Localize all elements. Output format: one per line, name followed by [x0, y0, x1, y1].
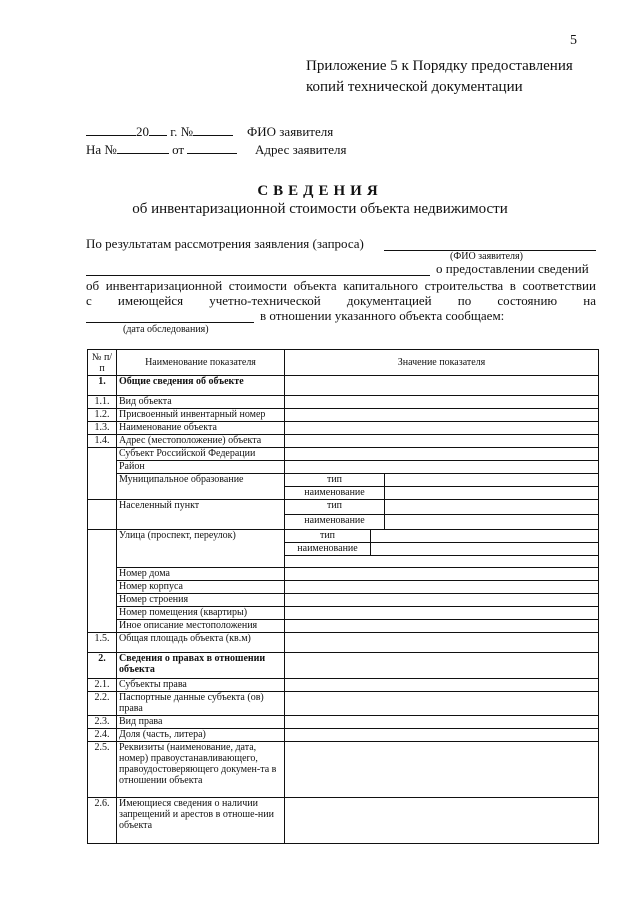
line4-word: состоянию	[497, 293, 558, 308]
table-row	[88, 633, 599, 653]
row-label: Вид объекта	[117, 396, 285, 409]
row-num: 1.2.	[88, 409, 117, 422]
row-value	[285, 620, 599, 633]
table-row	[88, 568, 599, 581]
ot-blank	[187, 142, 237, 154]
inspection-date-caption: (дата обследования)	[123, 324, 209, 335]
body-line-4	[86, 293, 596, 309]
sub-label: наименование	[285, 543, 371, 556]
reference-line	[86, 142, 237, 158]
row-num: 2.2.	[88, 692, 117, 716]
table-row	[88, 396, 599, 409]
line3-word: капитального	[343, 278, 418, 293]
body-line-5-tail: в отношении указанного объекта сообщаем:	[260, 308, 505, 323]
row-label: Доля (часть, литера)	[117, 729, 285, 742]
row-num: 1.4.	[88, 435, 117, 448]
row-value	[385, 487, 599, 500]
day-blank	[86, 124, 136, 136]
row-num: 1.	[88, 376, 117, 396]
row-value	[285, 581, 599, 594]
row-num: 2.5.	[88, 742, 117, 798]
row-value	[285, 396, 599, 409]
line3-word: об	[86, 278, 100, 293]
row-label: Общая площадь объекта (кв.м)	[117, 633, 285, 653]
row-label: Сведения о правах в отношении объекта	[117, 653, 285, 679]
table-row	[88, 530, 599, 543]
row-num-empty	[88, 530, 117, 633]
table-row	[88, 500, 599, 515]
row-value	[285, 435, 599, 448]
applicant-name-label: ФИО заявителя	[247, 124, 334, 139]
row-value	[285, 461, 599, 474]
request-underline	[86, 275, 430, 276]
row-label: Иное описание местоположения	[117, 620, 285, 633]
row-value	[285, 448, 599, 461]
sub-label: тип	[285, 500, 385, 515]
row-label: Реквизиты (наименование, дата, номер) правоустанавливающего, правоудостоверяющего докумен-та в отношении объекта	[117, 742, 285, 798]
year-prefix: 20	[136, 124, 149, 139]
table-row	[88, 474, 599, 487]
document-subtitle: об инвентаризационной стоимости объекта недвижимости	[132, 201, 508, 217]
row-value	[371, 530, 599, 543]
table-row	[88, 422, 599, 435]
row-num: 2.4.	[88, 729, 117, 742]
row-label: Район	[117, 461, 285, 474]
page-number: 5	[570, 33, 577, 48]
row-value	[285, 633, 599, 653]
appendix-line-1: Приложение 5 к Порядку предоставления	[306, 58, 573, 74]
row-label: Вид права	[117, 716, 285, 729]
header-value: Значение показателя	[285, 350, 599, 376]
appendix-header	[306, 56, 573, 98]
info-table	[87, 349, 599, 844]
line4-word: с	[86, 293, 92, 308]
row-num: 2.6.	[88, 798, 117, 844]
table-header-row	[88, 350, 599, 376]
line3-word: инвентаризационной	[105, 278, 223, 293]
row-label: Субъект Российской Федерации	[117, 448, 285, 461]
row-value	[285, 409, 599, 422]
table-row	[88, 581, 599, 594]
row-num: 1.5.	[88, 633, 117, 653]
year-blank	[149, 124, 167, 136]
row-num-empty	[88, 448, 117, 500]
line4-word: по	[457, 293, 472, 308]
row-num: 2.1.	[88, 679, 117, 692]
row-label: Номер строения	[117, 594, 285, 607]
document-title: СВЕДЕНИЯ	[257, 183, 383, 199]
body-line-1: По результатам рассмотрения заявления (запроса)	[86, 236, 364, 251]
number-blank	[193, 124, 233, 136]
na-label: На №	[86, 142, 117, 157]
header-num: № п/п	[88, 350, 117, 376]
table-row	[88, 729, 599, 742]
body-line-3	[86, 278, 596, 294]
table-row	[88, 798, 599, 844]
row-num-empty	[88, 500, 117, 530]
table-row	[88, 594, 599, 607]
g-number-label: г. №	[170, 124, 194, 139]
na-blank	[117, 142, 169, 154]
row-value	[285, 607, 599, 620]
table-row	[88, 435, 599, 448]
row-value	[371, 543, 599, 556]
row-label: Общие сведения об объекте	[117, 376, 285, 396]
row-value	[285, 594, 599, 607]
row-value	[285, 679, 599, 692]
appendix-line-2: копий технической документации	[306, 79, 523, 95]
table-row	[88, 653, 599, 679]
row-label: Имеющиеся сведения о наличии запрещений и арестов в отноше-нии объекта	[117, 798, 285, 844]
line3-word: в	[509, 278, 516, 293]
row-num: 2.	[88, 653, 117, 679]
inspection-date-underline	[86, 322, 254, 323]
line3-word: соответствии	[522, 278, 596, 293]
row-value	[285, 716, 599, 729]
line3-word: объекта	[293, 278, 337, 293]
line4-word: учетно-технической	[209, 293, 321, 308]
table-row	[88, 716, 599, 729]
line3-word: стоимости	[228, 278, 287, 293]
table-row	[88, 409, 599, 422]
row-label: Муниципальное образование	[117, 474, 285, 500]
line4-word: документацией	[346, 293, 432, 308]
table-row	[88, 607, 599, 620]
applicant-address-label: Адрес заявителя	[255, 142, 347, 157]
row-label: Номер помещения (квартиры)	[117, 607, 285, 620]
row-value	[285, 729, 599, 742]
table-row	[88, 376, 599, 396]
line3-word: строительства	[424, 278, 504, 293]
row-value	[385, 474, 599, 487]
body-line-2-tail: о предоставлении сведений	[436, 261, 589, 276]
table-row	[88, 679, 599, 692]
table-row	[88, 742, 599, 798]
row-label: Населенный пункт	[117, 500, 285, 530]
table-row	[88, 448, 599, 461]
row-value	[285, 556, 599, 568]
row-value	[285, 692, 599, 716]
row-value	[285, 653, 599, 679]
sub-label: наименование	[285, 487, 385, 500]
row-value	[385, 515, 599, 530]
row-value	[285, 422, 599, 435]
row-label: Номер дома	[117, 568, 285, 581]
sub-label: тип	[285, 474, 385, 487]
ot-label: от	[172, 142, 185, 157]
row-value	[285, 742, 599, 798]
row-label: Адрес (местоположение) объекта	[117, 435, 285, 448]
row-value	[285, 798, 599, 844]
header-name: Наименование показателя	[117, 350, 285, 376]
sub-label: наименование	[285, 515, 385, 530]
row-label: Номер корпуса	[117, 581, 285, 594]
row-label: Улица (проспект, переулок)	[117, 530, 285, 568]
row-label: Паспортные данные субъекта (ов) права	[117, 692, 285, 716]
row-num: 1.3.	[88, 422, 117, 435]
sub-label: тип	[285, 530, 371, 543]
line4-word: на	[583, 293, 596, 308]
row-value	[385, 500, 599, 515]
row-value	[285, 376, 599, 396]
row-num: 2.3.	[88, 716, 117, 729]
row-num: 1.1.	[88, 396, 117, 409]
table-row	[88, 461, 599, 474]
row-label: Субъекты права	[117, 679, 285, 692]
table-row	[88, 692, 599, 716]
line4-word: имеющейся	[117, 293, 184, 308]
row-value	[285, 568, 599, 581]
row-label: Наименование объекта	[117, 422, 285, 435]
applicant-caption: (ФИО заявителя)	[450, 251, 523, 262]
row-label: Присвоенный инвентарный номер	[117, 409, 285, 422]
table-row	[88, 620, 599, 633]
date-number-line	[86, 124, 233, 140]
